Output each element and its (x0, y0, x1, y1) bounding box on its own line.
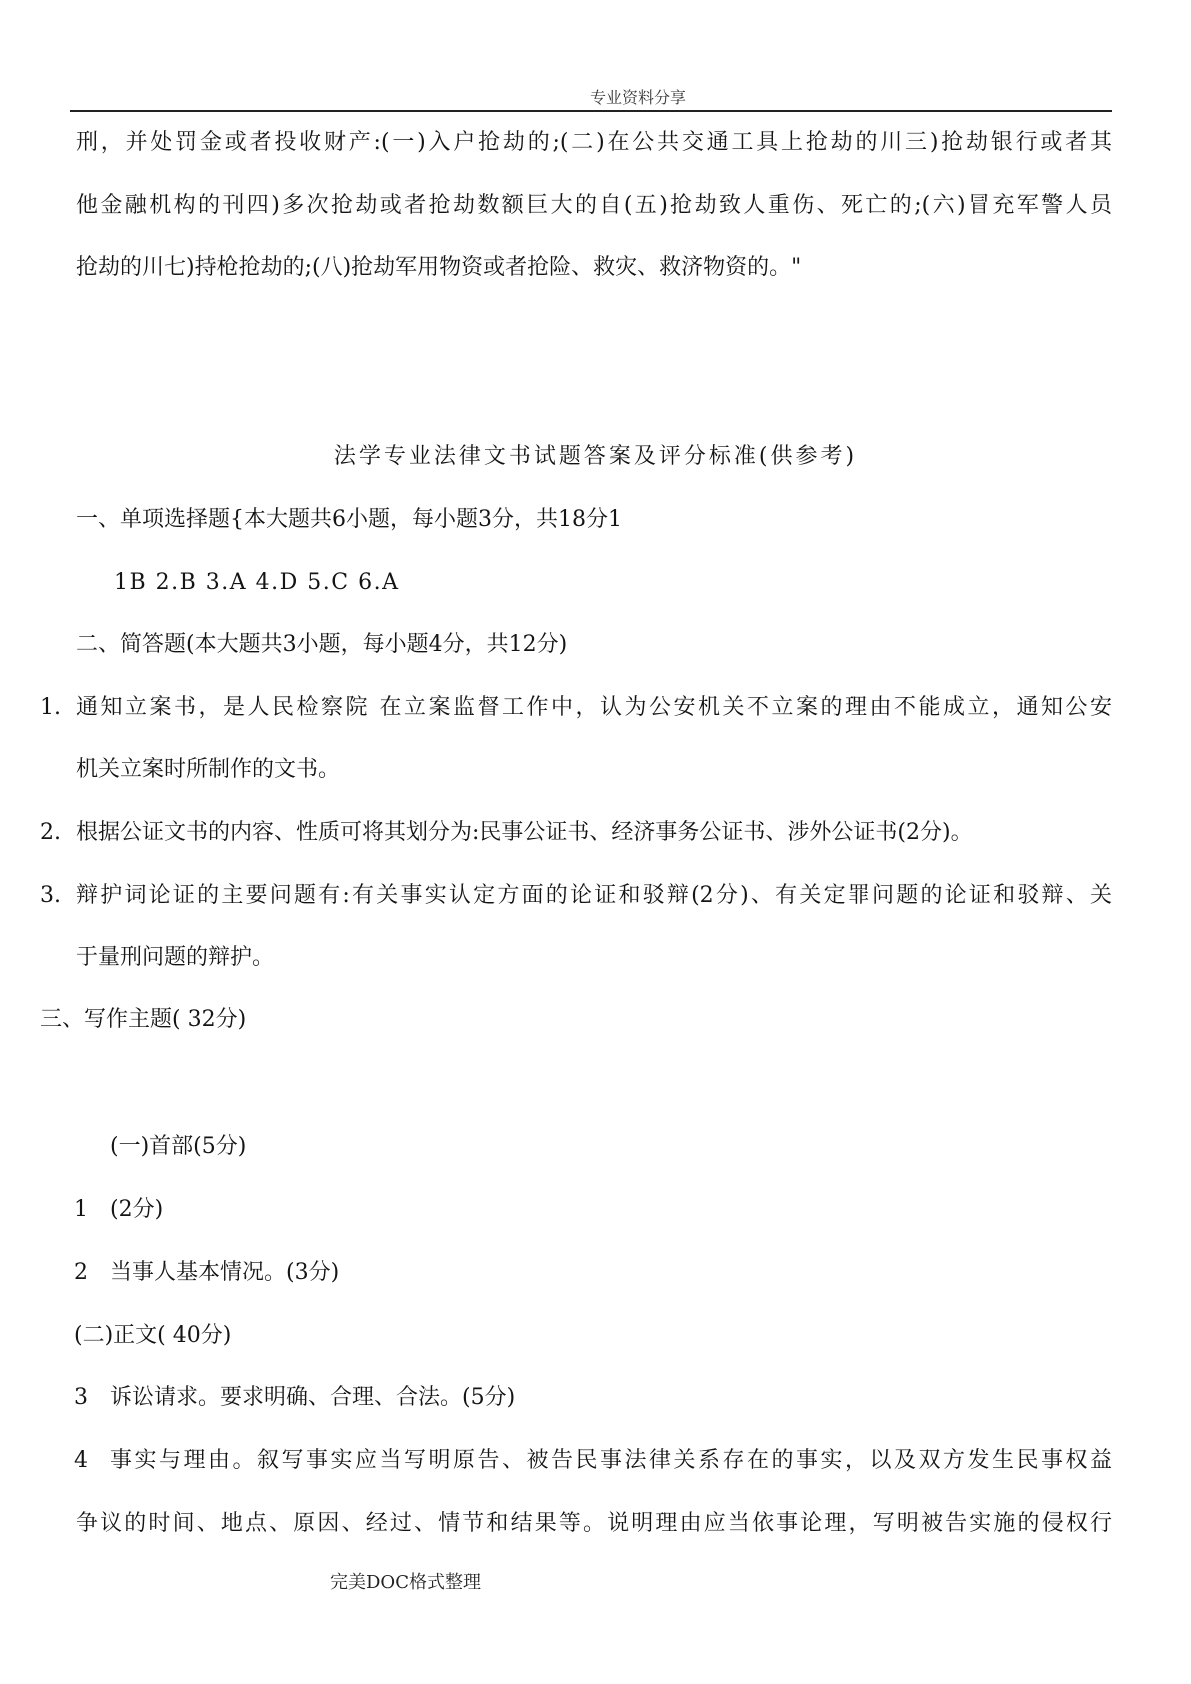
section3-item-4-line-2: 争议的时间、地点、原因、经过、情节和结果等。说明理由应当依事论理，写明被告实施的侵权行 (76, 1511, 1112, 1536)
section2-item-3-line-1: 辩护词论证的主要问题有:有关事实认定方面的论证和驳辩(2分)、有关定罪问题的论证和驳辩、关 (76, 883, 1112, 908)
answer-key-title: 法学专业法律文书试题答案及评分标准(供参考) (333, 444, 858, 469)
section2-item-1-line-1: 通知立案书，是人民检察院 在立案监督工作中，认为公安机关不立案的理由不能成立，通知公安 (76, 695, 1112, 720)
continuation-line-1: 刑，并处罚金或者投收财产:(一)入户抢劫的;(二)在公共交通工具上抢劫的川三)抢劫银行或者其 (76, 130, 1112, 155)
section3-item-3-text: 诉讼请求。要求明确、合理、合法。(5分) (110, 1385, 516, 1410)
section3-part-1-heading: (一)首部(5分) (110, 1134, 247, 1159)
header-rule (70, 110, 1112, 112)
section2-item-1-number: 1. (40, 695, 61, 720)
section3-item-3-number: 3 (74, 1385, 88, 1410)
section2-item-3-line-2: 于量刑问题的辩护。 (76, 945, 275, 970)
section2-item-2-number: 2. (40, 820, 61, 845)
section3-item-1-text: (2分) (110, 1197, 164, 1222)
section3-part-2-heading: (二)正文( 40分) (74, 1323, 232, 1348)
continuation-line-3: 抢劫的川七)持枪抢劫的;(八)抢劫军用物资或者抢险、救灾、救济物资的。" (76, 255, 802, 280)
section3-item-4-number: 4 (74, 1448, 88, 1473)
page-footer: 完美DOC格式整理 (330, 1572, 481, 1593)
section1-answers: 1B 2.B 3.A 4.D 5.C 6.A (114, 570, 400, 595)
section3-item-2-text: 当事人基本情况。(3分) (110, 1260, 340, 1285)
section2-heading: 二、简答题(本大题共3小题，每小题4分，共12分) (76, 632, 568, 657)
section2-item-2-line-1: 根据公证文书的内容、性质可将其划分为:民事公证书、经济事务公证书、涉外公证书(2分)。 (76, 820, 973, 845)
section3-item-2-number: 2 (74, 1260, 88, 1285)
section3-item-1-number: 1 (74, 1197, 88, 1222)
section2-item-1-line-2: 机关立案时所制作的文书。 (76, 757, 341, 782)
page-header: 专业资料分享 (590, 88, 687, 107)
section3-item-4-line-1: 事实与理由。叙写事实应当写明原告、被告民事法律关系存在的事实，以及双方发生民事权益 (110, 1448, 1112, 1473)
section1-heading: 一、单项选择题{本大题共6小题，每小题3分，共18分1 (76, 507, 622, 532)
section3-heading: 三、写作主题( 32分) (40, 1007, 247, 1032)
section2-item-3-number: 3. (40, 883, 61, 908)
continuation-line-2: 他金融机构的刊四)多次抢劫或者抢劫数额巨大的自(五)抢劫致人重伤、死亡的;(六)冒充军警人员 (76, 193, 1112, 218)
